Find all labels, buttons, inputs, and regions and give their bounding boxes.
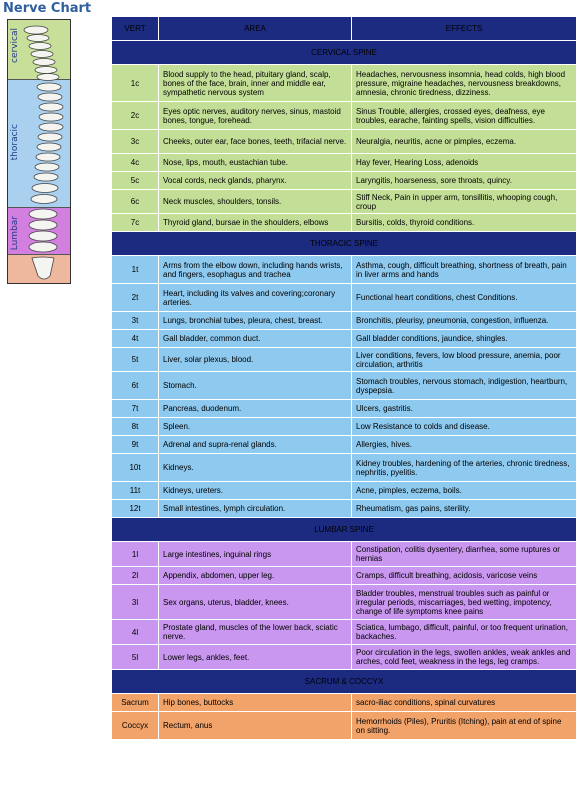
effects-cell: Gall bladder conditions, jaundice, shingles. xyxy=(352,330,576,347)
table-row xyxy=(112,542,576,566)
table-row xyxy=(112,172,576,189)
vert-cell: 3c xyxy=(112,130,158,153)
area-cell: Pancreas, duodenum. xyxy=(159,400,351,417)
vert-cell: 5l xyxy=(112,645,158,669)
table-row xyxy=(112,418,576,435)
effects-cell: Constipation, colitis dysentery, diarrhea, some ruptures or hernias xyxy=(352,542,576,566)
vert-cell: 5t xyxy=(112,348,158,371)
table-row xyxy=(112,585,576,619)
table-row xyxy=(112,620,576,644)
area-cell: Cheeks, outer ear, face bones, teeth, trifacial nerve. xyxy=(159,130,351,153)
effects-cell: Hay fever, Hearing Loss, adenoids xyxy=(352,154,576,171)
vert-cell: 3t xyxy=(112,312,158,329)
area-cell: Hip bones, buttocks xyxy=(159,694,351,711)
vert-cell: 12t xyxy=(112,500,158,517)
table-row xyxy=(112,454,576,481)
vert-cell: 2c xyxy=(112,102,158,129)
vert-cell: 5c xyxy=(112,172,158,189)
effects-cell: Ulcers, gastritis. xyxy=(352,400,576,417)
table-row xyxy=(112,712,576,739)
effects-cell: Asthma, cough, difficult breathing, shortness of breath, pain in liver arms and hands xyxy=(352,256,576,283)
vert-cell: 7c xyxy=(112,214,158,231)
table-row xyxy=(112,102,576,129)
vert-cell: 4c xyxy=(112,154,158,171)
area-cell: Stomach. xyxy=(159,372,351,399)
effects-cell: sacro-iliac conditions, spinal curvatures xyxy=(352,694,576,711)
table-row xyxy=(112,330,576,347)
effects-cell: Kidney troubles, hardening of the arteries, chronic tiredness, nephritis, pyelitis. xyxy=(352,454,576,481)
vert-cell: 1l xyxy=(112,542,158,566)
table-row xyxy=(112,256,576,283)
effects-cell: Stomach troubles, nervous stomach, indigestion, heartburn, dyspepsia. xyxy=(352,372,576,399)
area-cell: Liver, solar plexus, blood. xyxy=(159,348,351,371)
effects-cell: Low Resistance to colds and disease. xyxy=(352,418,576,435)
table-row xyxy=(112,154,576,171)
nerve-chart-table xyxy=(111,16,577,740)
table-row xyxy=(112,65,576,101)
table-header-row xyxy=(112,17,576,40)
vert-cell: 3l xyxy=(112,585,158,619)
area-cell: Neck muscles, shoulders, tonsils. xyxy=(159,190,351,213)
effects-cell: Laryngitis, hoarseness, sore throats, quincy. xyxy=(352,172,576,189)
effects-cell: Poor circulation in the legs, swollen ankles, weak ankles and arches, cold feet, weakness in the legs, leg cramps. xyxy=(352,645,576,669)
header-vert: VERT xyxy=(112,17,158,40)
area-cell: Gall bladder, common duct. xyxy=(159,330,351,347)
lumbar-region-label: Lumbar xyxy=(10,216,20,251)
vert-cell: 9t xyxy=(112,436,158,453)
section-header-row xyxy=(112,518,576,541)
vert-cell: Sacrum xyxy=(112,694,158,711)
vert-cell: 7t xyxy=(112,400,158,417)
vert-cell: 11t xyxy=(112,482,158,499)
area-cell: Large intestines, inguinal rings xyxy=(159,542,351,566)
table-row xyxy=(112,312,576,329)
effects-cell: Liver conditions, fevers, low blood pressure, anemia, poor circulation, arthritis xyxy=(352,348,576,371)
header-area: AREA xyxy=(159,17,351,40)
table-row xyxy=(112,130,576,153)
effects-cell: Functional heart conditions, chest Conditions. xyxy=(352,284,576,311)
effects-cell: Headaches, nervousness insomnia, head colds, high blood pressure, migraine headaches, nervousness breakdowns, amnesia, chronic tiredness, dizziness. xyxy=(352,65,576,101)
vert-cell: 4t xyxy=(112,330,158,347)
vert-cell: 6t xyxy=(112,372,158,399)
table-row xyxy=(112,482,576,499)
area-cell: Sex organs, uterus, bladder, knees. xyxy=(159,585,351,619)
effects-cell: Acne, pimples, eczema, boils. xyxy=(352,482,576,499)
area-cell: Kidneys, ureters. xyxy=(159,482,351,499)
spine-illustration xyxy=(7,19,71,284)
vert-cell: 6c xyxy=(112,190,158,213)
area-cell: Prostate gland, muscles of the lower back, sciatic nerve. xyxy=(159,620,351,644)
area-cell: Lungs, bronchial tubes, pleura, chest, breast. xyxy=(159,312,351,329)
effects-cell: Rheumatism, gas pains, sterility. xyxy=(352,500,576,517)
section-header-row xyxy=(112,41,576,64)
effects-cell: Neuralgia, neuritis, acne or pimples, eczema. xyxy=(352,130,576,153)
area-cell: Thyroid gland, bursae in the shoulders, elbows xyxy=(159,214,351,231)
page-title: Nerve Chart xyxy=(3,1,92,16)
section-title: THORACIC SPINE xyxy=(112,232,576,255)
area-cell: Eyes optic nerves, auditory nerves, sinus, mastoid bones, tongue, forehead. xyxy=(159,102,351,129)
effects-cell: Bursitis, colds, thyroid conditions. xyxy=(352,214,576,231)
vert-cell: 10t xyxy=(112,454,158,481)
effects-cell: Cramps, difficult breathing, acidosis, varicose veins xyxy=(352,567,576,584)
table-row xyxy=(112,348,576,371)
vert-cell: 1t xyxy=(112,256,158,283)
vert-cell: 4l xyxy=(112,620,158,644)
table-row xyxy=(112,567,576,584)
thoracic-region-label: thoracic xyxy=(10,124,20,161)
effects-cell: Sciatica, lumbago, difficult, painful, or too frequent urination, backaches. xyxy=(352,620,576,644)
vert-cell: 1c xyxy=(112,65,158,101)
effects-cell: Bladder troubles, menstrual troubles such as painful or irregular periods, miscarriages, bed wetting, impotency, change of life symptoms knee pains xyxy=(352,585,576,619)
vert-cell: Coccyx xyxy=(112,712,158,739)
area-cell: Nose, lips, mouth, eustachian tube. xyxy=(159,154,351,171)
area-cell: Lower legs, ankles, feet. xyxy=(159,645,351,669)
area-cell: Blood supply to the head, pituitary gland, scalp, bones of the face, brain, inner and middle ear, sympathetic nervous system xyxy=(159,65,351,101)
section-title: CERVICAL SPINE xyxy=(112,41,576,64)
vert-cell: 2t xyxy=(112,284,158,311)
vert-cell: 2l xyxy=(112,567,158,584)
section-header-row xyxy=(112,670,576,693)
table-row xyxy=(112,400,576,417)
table-row xyxy=(112,436,576,453)
table-row xyxy=(112,284,576,311)
effects-cell: Stiff Neck, Pain in upper arm, tonsillitis, whooping cough, croup xyxy=(352,190,576,213)
area-cell: Kidneys. xyxy=(159,454,351,481)
table-row xyxy=(112,694,576,711)
table-row xyxy=(112,190,576,213)
area-cell: Rectum, anus xyxy=(159,712,351,739)
header-effects: EFFECTS xyxy=(352,17,576,40)
table-row xyxy=(112,214,576,231)
area-cell: Heart, including its valves and covering;coronary arteries. xyxy=(159,284,351,311)
area-cell: Small intestines, lymph circulation. xyxy=(159,500,351,517)
area-cell: Adrenal and supra-renal glands. xyxy=(159,436,351,453)
table-row xyxy=(112,500,576,517)
table-row xyxy=(112,372,576,399)
area-cell: Spleen. xyxy=(159,418,351,435)
effects-cell: Bronchitis, pleurisy, pneumonia, congestion, influenza. xyxy=(352,312,576,329)
area-cell: Vocal cords, neck glands, pharynx. xyxy=(159,172,351,189)
vert-cell: 8t xyxy=(112,418,158,435)
cervical-region-label: cervical xyxy=(10,28,20,63)
effects-cell: Hemorrhoids (Piles), Pruritis (Itching), pain at end of spine on sitting. xyxy=(352,712,576,739)
effects-cell: Sinus Trouble, allergies, crossed eyes, deafness, eye troubles, earache, fainting spells, vision difficulties. xyxy=(352,102,576,129)
area-cell: Arms from the elbow down, including hands wrists, and fingers, esophagus and trachea xyxy=(159,256,351,283)
effects-cell: Allergies, hives. xyxy=(352,436,576,453)
table-row xyxy=(112,645,576,669)
section-title: LUMBAR SPINE xyxy=(112,518,576,541)
section-title: SACRUM & COCCYX xyxy=(112,670,576,693)
section-header-row xyxy=(112,232,576,255)
area-cell: Appendix, abdomen, upper leg. xyxy=(159,567,351,584)
